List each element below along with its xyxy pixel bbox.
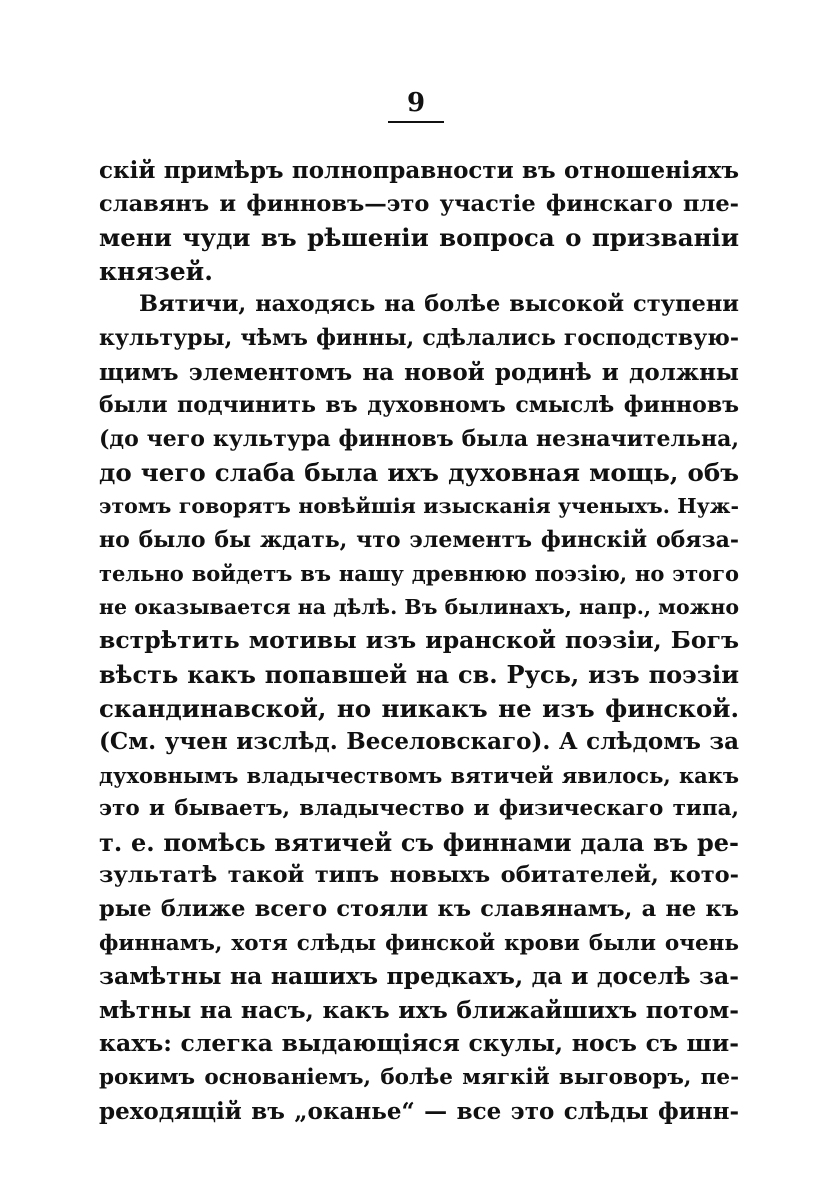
text-line: скій примѣръ полноправности въ отношеніяхъ bbox=[99, 157, 739, 184]
text-line: но было бы ждать, что элементъ финскій обяза- bbox=[99, 526, 739, 553]
text-line: рые ближе всего стояли къ славянамъ, а не къ bbox=[99, 896, 739, 923]
text-line: реходящій въ „оканье“ — все это слѣды финн- bbox=[99, 1097, 739, 1125]
text-line: этомъ говорятъ новѣйшія изысканія ученыхъ. Нуж- bbox=[99, 493, 739, 518]
text-line: духовнымъ владычествомъ вятичей явилось, какъ bbox=[99, 762, 739, 788]
text-line: встрѣтить мотивы изъ иранской поэзіи, Богъ bbox=[99, 626, 739, 655]
text-line: не оказывается на дѣлѣ. Въ былинахъ, напр., можно bbox=[99, 594, 739, 619]
text-line: Вятичи, находясь на болѣе высокой ступени bbox=[139, 291, 739, 318]
body-text bbox=[99, 154, 739, 1128]
text-line: культуры, чѣмъ финны, сдѣлались господствую- bbox=[99, 324, 739, 351]
text-line: (См. учен изслѣд. Веселовскаго). А слѣдомъ за bbox=[99, 728, 739, 756]
text-line: зультатѣ такой типъ новыхъ обитателей, кото- bbox=[99, 862, 739, 889]
text-line: (до чего культура финновъ была незначительна, bbox=[99, 425, 739, 452]
text-line: до чего слаба была ихъ духовная мощь, объ bbox=[99, 458, 739, 488]
page-number-rule bbox=[388, 121, 444, 123]
text-line: это и бываетъ, владычество и физическаго типа, bbox=[99, 796, 739, 822]
text-line: были подчинить въ духовномъ смыслѣ финновъ bbox=[99, 392, 739, 419]
text-line: замѣтны на нашихъ предкахъ, да и доселѣ за- bbox=[99, 962, 739, 991]
text-line: князей. bbox=[99, 256, 213, 286]
text-line: скандинавской, но никакъ не изъ финской. bbox=[99, 693, 739, 723]
text-line: финнамъ, хотя слѣды финской крови были очень bbox=[99, 930, 739, 956]
text-line: рокимъ основаніемъ, болѣе мягкій выговоръ, пе- bbox=[99, 1065, 739, 1091]
page-number: 9 bbox=[406, 88, 426, 118]
text-line: т. е. помѣсь вятичей съ финнами дала въ ре- bbox=[99, 827, 739, 857]
text-line: щимъ элементомъ на новой родинѣ и должны bbox=[99, 358, 739, 386]
text-line: вѣсть какъ попавшей на св. Русь, изъ поэзіи bbox=[99, 659, 739, 689]
text-line: тельно войдетъ въ нашу древнюю поэзію, но этого bbox=[99, 561, 739, 587]
text-line: славянъ и финновъ—это участіе финскаго пле- bbox=[99, 190, 739, 217]
text-line: кахъ: слегка выдающіяся скулы, носъ съ ши- bbox=[99, 1029, 739, 1058]
text-line: мѣтны на насъ, какъ ихъ ближайшихъ потом- bbox=[99, 995, 739, 1024]
text-line: мени чуди въ рѣшеніи вопроса о призваніи bbox=[99, 223, 739, 253]
